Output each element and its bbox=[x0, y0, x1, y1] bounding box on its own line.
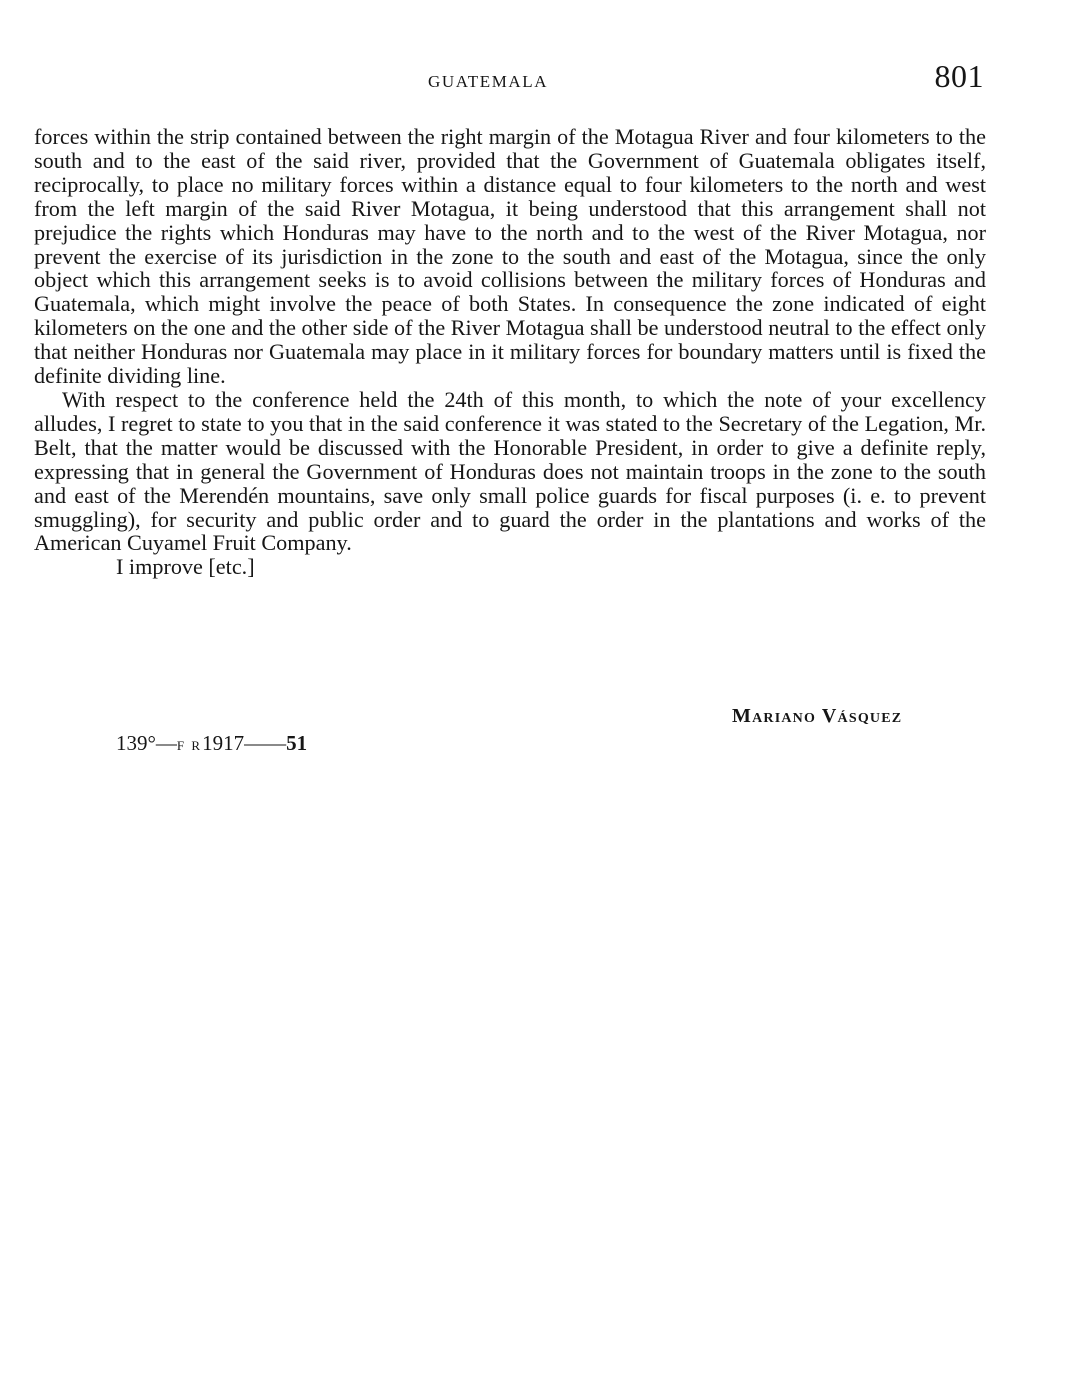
printer-signature-mark bbox=[116, 731, 307, 756]
running-head bbox=[0, 58, 1068, 98]
page-number: 801 bbox=[934, 58, 984, 94]
running-title: GUATEMALA bbox=[428, 72, 549, 91]
closing-formula: I improve [etc.] bbox=[116, 554, 255, 580]
footer-number: 51 bbox=[286, 731, 308, 755]
footer-dash: —— bbox=[244, 731, 287, 755]
footer-prefix: 139°— bbox=[116, 731, 177, 755]
body-text bbox=[34, 125, 986, 579]
paragraph-conference: With respect to the conference held the 24th of this month, to which the note of your excellency alludes, I regret to state to you that in the said conference it was stated to the Secretary of the Legation, Mr. Belt, that the matter would be discussed with the Honorable President, in order to give a definite reply, expressing that in general the Government of Honduras does not maintain troops in the zone to the south and east of the Merendén mountains, save only small police guards for fiscal purposes (i. e. to prevent smuggling), for security and public order and to guard the order in the plantations and works of the American Cuyamel Fruit Company. bbox=[34, 386, 986, 556]
footer-year: 1917 bbox=[202, 731, 245, 755]
footer-fr: F R bbox=[176, 738, 203, 753]
paragraph-continued: forces within the strip contained between the right margin of the Motagua River and four kilometers to the south and to the east of the said river, provided that the Government of Guatemala obligates itself, reciprocally, to place no military forces within a distance equal to four kilometers to the north and west from the left margin of the said River Motagua, it being understood that this arrangement shall not prejudice the rights which Honduras may have to the north and to the west of the River Motagua, nor prevent the exercise of its jurisdiction in the zone to the south and east of the Motagua, since the only object which this arrangement seeks is to avoid collisions between the military forces of Honduras and Guatemala, which might involve the peace of both States. In consequence the zone indicated of eight kilometers on the one and the other side of the River Motagua shall be understood neutral to the effect only that neither Honduras nor Guatemala may place in it military forces for boundary matters until is fixed the definite dividing line. bbox=[34, 124, 986, 389]
signature: Mariano Vásquez bbox=[732, 705, 903, 727]
